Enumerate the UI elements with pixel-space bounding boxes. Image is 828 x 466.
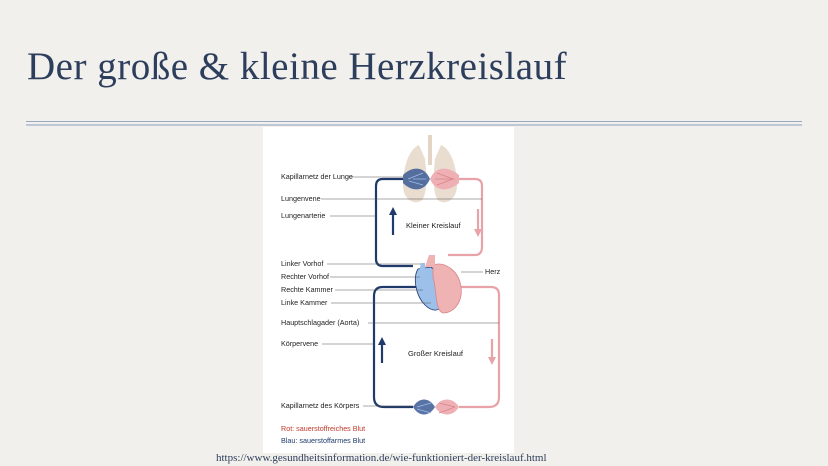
label-hauptschlagader: Hauptschlagader (Aorta) bbox=[281, 318, 360, 327]
label-kapillarnetz-koerper: Kapillarnetz des Körpers bbox=[281, 401, 360, 410]
leader-lines bbox=[321, 177, 499, 406]
lung-illustration bbox=[403, 135, 457, 202]
slide-title: Der große & kleine Herzkreislauf bbox=[27, 45, 568, 88]
circulation-diagram bbox=[263, 127, 514, 453]
legend-red: Rot: sauerstoffreiches Blut bbox=[281, 424, 366, 433]
title-divider-secondary bbox=[26, 124, 802, 126]
downward-arrow-small bbox=[474, 209, 482, 237]
label-rechter-vorhof: Rechter Vorhof bbox=[281, 272, 329, 281]
lung-capillary-net bbox=[403, 169, 459, 190]
upward-arrow-large bbox=[378, 337, 386, 363]
label-grosser-kreislauf: Großer Kreislauf bbox=[408, 349, 464, 358]
downward-arrow-large bbox=[488, 339, 496, 365]
title-divider bbox=[26, 121, 802, 122]
heart-illustration bbox=[415, 255, 461, 313]
legend-blue: Blau: sauerstoffarmes Blut bbox=[281, 436, 366, 445]
upward-arrow-small bbox=[389, 207, 397, 235]
label-koerpervene: Körpervene bbox=[281, 339, 319, 348]
label-kapillarnetz-lunge: Kapillarnetz der Lunge bbox=[281, 172, 353, 181]
label-herz: Herz bbox=[485, 267, 501, 276]
label-linker-vorhof: Linker Vorhof bbox=[281, 259, 324, 268]
label-linke-kammer: Linke Kammer bbox=[281, 298, 328, 307]
label-lungenvene: Lungenvene bbox=[281, 194, 321, 203]
body-vein-path bbox=[374, 287, 418, 407]
body-capillary-net bbox=[413, 400, 459, 415]
source-link[interactable]: https://www.gesundheitsinformation.de/wie-funktioniert-der-kreislauf.html bbox=[216, 452, 547, 464]
circulation-diagram-panel bbox=[263, 127, 514, 453]
label-lungenarterie: Lungenarterie bbox=[281, 211, 326, 220]
label-kleiner-kreislauf: Kleiner Kreislauf bbox=[406, 221, 461, 230]
label-rechte-kammer: Rechte Kammer bbox=[281, 285, 333, 294]
